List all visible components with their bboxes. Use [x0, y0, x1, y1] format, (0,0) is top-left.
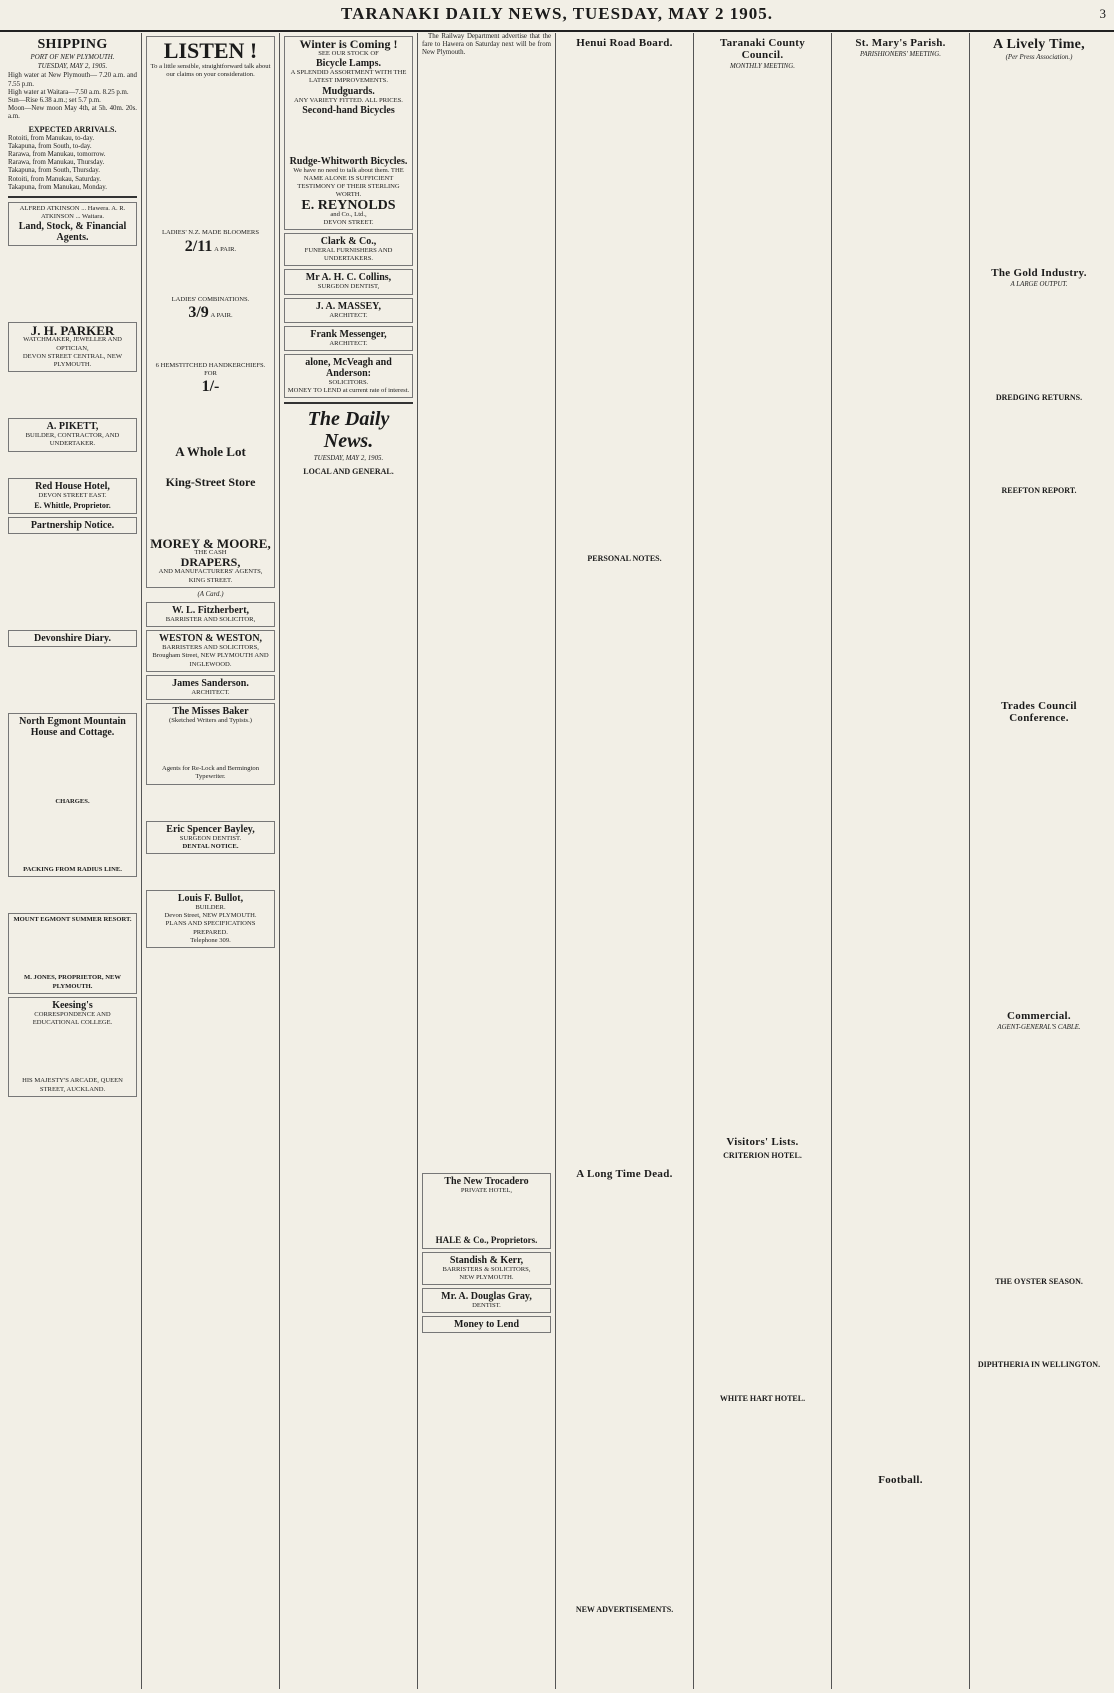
- spencer-name: Eric Spencer Bayley,: [166, 823, 255, 835]
- arrival-line: Takapuna, from South, Thursday.: [8, 167, 100, 175]
- spencer-trade: SURGEON DENTIST.: [179, 834, 242, 842]
- messenger-ad: [284, 326, 413, 351]
- listen-ad: [146, 36, 275, 588]
- st-marys-heading: St. Mary's Parish.: [855, 37, 946, 49]
- misses-sub: (Sketched Writers and Typists.): [169, 717, 252, 725]
- criterion-heading: CRITERION HOTEL.: [723, 1151, 802, 1161]
- parker-trade: WATCHMAKER, JEWELLER AND OPTICIAN,: [23, 336, 122, 352]
- collins-name: Mr A. H. C. Collins,: [305, 272, 392, 284]
- second-hand-title: Second-hand Bicycles: [302, 104, 395, 116]
- trocadero-ad: [422, 1173, 551, 1249]
- keesing-sub: CORRESPONDENCE AND EDUCATIONAL COLLEGE.: [32, 1010, 113, 1027]
- body-text: The Railway Department advertise that the fare to Hawera on Saturday next will be from New Plymouth.: [422, 33, 551, 57]
- typewriter-agents: Agents for Re-Lock and Bermington Typewriter.: [161, 765, 260, 781]
- whole-lot-title: A Whole Lot: [175, 444, 246, 460]
- column-1: [4, 33, 142, 1689]
- standish-trade: BARRISTERS & SOLICITORS,: [442, 1265, 531, 1273]
- morey-moore: MOREY & MOORE,: [150, 536, 271, 552]
- fitzherbert-trade: BARRISTER AND SOLICITOR,: [165, 616, 256, 624]
- jones-line: M. JONES, PROPRIETOR, NEW PLYMOUTH.: [24, 974, 121, 990]
- devonshire-ad: [8, 630, 137, 647]
- misses-name: The Misses Baker: [172, 706, 249, 718]
- agents-line: ALFRED ATKINSON ... Hawera. A. R. ATKINSON ... Waitara.: [19, 205, 126, 221]
- pikett-ad: [8, 418, 137, 451]
- alone-ad: [284, 354, 413, 398]
- money-line: MONEY TO LEND at current rate of interest.: [287, 387, 410, 395]
- page-number: 3: [1099, 6, 1106, 21]
- messenger-trade: ARCHITECT.: [329, 339, 368, 347]
- gray-ad: [422, 1288, 551, 1313]
- football-heading: Football.: [878, 1474, 923, 1487]
- port-heading: PORT OF NEW PLYMOUTH.: [30, 54, 115, 61]
- king-street-store: King-Street Store: [165, 475, 256, 490]
- egmont-title: North Egmont Mountain House and Cottage.: [19, 715, 126, 738]
- lamps-body: A SPLENDID ASSORTMENT WITH THE LATEST IMPROVEMENTS.: [290, 69, 407, 85]
- bicycle-ad: [284, 36, 413, 230]
- messenger-name: Frank Messenger,: [310, 328, 387, 340]
- arrival-line: Rarawa, from Manukau, Thursday.: [8, 159, 105, 167]
- standish-ad: [422, 1252, 551, 1285]
- massey-trade: ARCHITECT.: [329, 311, 368, 319]
- arrival-line: Rarawa, from Manukau, tomorrow.: [8, 151, 106, 159]
- cash-label: THE CASH: [194, 549, 227, 557]
- parker-address: DEVON STREET CENTRAL, NEW PLYMOUTH.: [22, 352, 123, 369]
- column-3: [280, 33, 418, 1689]
- tide-line: High water at Waitara—7.50 a.m. 8.25 p.m.: [8, 88, 129, 96]
- bullot-trade: BUILDER.: [195, 904, 226, 912]
- collins-ad: [284, 269, 413, 294]
- card-label: (A Card.): [197, 590, 224, 598]
- lively-heading: A Lively Time,: [993, 37, 1085, 52]
- output-line: A LARGE OUTPUT.: [1010, 281, 1068, 289]
- parishioners-meeting: PARISHIONERS' MEETING.: [860, 51, 941, 58]
- combinations-unit: A PAIR.: [210, 311, 233, 319]
- column-7: [832, 33, 970, 1689]
- partnership-title: Partnership Notice.: [30, 519, 115, 531]
- column-8: [970, 33, 1108, 1689]
- arrival-line: Takapuna, from Manukau, Monday.: [8, 183, 107, 191]
- reynolds-address: DEVON STREET.: [323, 218, 374, 226]
- bloomers-unit: A PAIR.: [214, 245, 237, 253]
- money-title: Money to Lend: [454, 1319, 519, 1331]
- misses-baker-ad: [146, 703, 275, 785]
- bullot-telephone: Telephone 309.: [190, 936, 231, 944]
- long-time-heading: A Long Time Dead.: [576, 1168, 673, 1180]
- shipping-date: TUESDAY, MAY 2, 1905.: [37, 63, 108, 71]
- arrival-line: Rotoiti, from Manukau, Saturday.: [8, 175, 101, 183]
- arrival-line: Rotoiti, from Manukau, to-day.: [8, 134, 95, 142]
- clark-trade: FUNERAL FURNISHERS AND UNDERTAKERS.: [304, 247, 393, 263]
- daily-news-date: TUESDAY, MAY 2, 1905.: [313, 455, 384, 463]
- money-ad: [422, 1316, 551, 1333]
- masthead-title: TARANAKI DAILY NEWS, TUESDAY, MAY 2 1905.: [341, 4, 773, 23]
- egmont-charges: CHARGES.: [55, 797, 90, 805]
- land-ad-title: Land, Stock, & Financial Agents.: [18, 221, 127, 244]
- trades-heading: Trades Council Conference.: [1001, 700, 1077, 725]
- press-line: (Per Press Association.): [1005, 54, 1073, 61]
- reynolds-name: E. REYNOLDS: [301, 197, 396, 213]
- standish-address: NEW PLYMOUTH.: [459, 1274, 514, 1282]
- red-house-address: DEVON STREET EAST.: [38, 491, 107, 499]
- winter-title: Winter is Coming !: [299, 37, 398, 51]
- mount-egmont-ad: [8, 913, 137, 994]
- sanderson-ad: [146, 675, 275, 700]
- atkinson-ad: [8, 202, 137, 246]
- shipping-heading: SHIPPING: [37, 37, 108, 52]
- bullot-name: Louis F. Bullot,: [177, 893, 244, 905]
- bullot-address: Devon Street, NEW PLYMOUTH.: [164, 912, 257, 920]
- bloomers-label: LADIES' N.Z. MADE BLOOMERS: [162, 229, 259, 237]
- tide-line: Sun—Rise 6.38 a.m.; set 5.7 p.m.: [8, 97, 101, 105]
- king-street-label: KING STREET.: [188, 576, 233, 584]
- monthly-meeting: MONTHLY MEETING.: [730, 63, 795, 70]
- sanderson-name: James Sanderson.: [172, 677, 249, 689]
- parker-name: J. H. PARKER: [30, 323, 115, 339]
- plans-line: PLANS AND SPECIFICATIONS PREPARED.: [165, 920, 256, 936]
- masthead: [0, 0, 1114, 32]
- red-house-ad: [8, 478, 137, 514]
- gold-heading: The Gold Industry.: [991, 267, 1087, 280]
- see-stock: SEE OUR STOCK OF: [318, 50, 379, 57]
- packing-heading: PACKING FROM RADIUS LINE.: [23, 866, 122, 874]
- personal-heading: PERSONAL NOTES.: [587, 554, 662, 563]
- lamps-title: Bicycle Lamps.: [316, 58, 381, 70]
- listen-body: To a little sensible, straightforward talk about our claims on your consideration.: [150, 63, 271, 79]
- mudguards-title: Mudguards.: [322, 85, 375, 97]
- bullot-ad: [146, 890, 275, 948]
- alone-trade: SOLICITORS.: [328, 379, 369, 387]
- arrivals-list: [8, 135, 137, 192]
- dredging-heading: DREDGING RETURNS.: [995, 393, 1083, 403]
- partnership-ad: [8, 517, 137, 534]
- tide-line: Moon—New moon May 4th, at 5h. 40m. 20s. a.m.: [8, 105, 137, 121]
- trocadero-sub: PRIVATE HOTEL,: [460, 1186, 513, 1194]
- visitors-heading: Visitors' Lists.: [726, 1136, 799, 1149]
- clark-ad: [284, 233, 413, 266]
- mudguards-body: ANY VARIETY FITTED. ALL PRICES.: [294, 96, 403, 104]
- collins-trade: SURGEON DENTIST,: [317, 283, 380, 291]
- new-ads-heading: NEW ADVERTISEMENTS.: [575, 1605, 674, 1614]
- hale-line: HALE & Co., Proprietors.: [435, 1234, 538, 1245]
- arcade-line: HIS MAJESTY'S ARCADE, QUEEN STREET, AUCKLAND.: [22, 1077, 123, 1093]
- gray-trade: DENTIST.: [472, 1302, 501, 1310]
- tides-list: [8, 72, 137, 121]
- trocadero-name: The New Trocadero: [444, 1175, 529, 1187]
- daily-news-logo: The Daily News.: [307, 408, 390, 453]
- reefton-heading: REEFTON REPORT.: [1001, 486, 1077, 496]
- egmont-ad: [8, 713, 137, 877]
- manufacturers-label: AND MANUFACTURERS' AGENTS,: [158, 568, 263, 576]
- gray-name: Mr. A. Douglas Gray,: [441, 1291, 532, 1303]
- keesing-ad: [8, 997, 137, 1097]
- column-4: [418, 33, 556, 1689]
- column-5: [556, 33, 694, 1689]
- diphtheria-heading: DIPHTHERIA IN WELLINGTON.: [977, 1359, 1101, 1369]
- spencer-ad: [146, 821, 275, 854]
- mount-title: MOUNT EGMONT SUMMER RESORT.: [13, 916, 132, 924]
- handkerchiefs-price: 1/-: [201, 378, 220, 396]
- combinations-price: 3/9: [188, 303, 209, 321]
- reynolds-co: and Co., Ltd.,: [330, 210, 367, 218]
- combinations-label: LADIES' COMBINATIONS.: [171, 295, 250, 303]
- agent-general-cable: AGENT-GENERAL'S CABLE.: [997, 1024, 1081, 1032]
- massey-ad: [284, 298, 413, 323]
- local-general-heading: LOCAL AND GENERAL.: [303, 466, 394, 476]
- column-6: [694, 33, 832, 1689]
- keesing-title: Keesing's: [52, 999, 93, 1011]
- tide-line: High water at New Plymouth— 7.20 a.m. and 7.55 p.m.: [8, 72, 137, 88]
- devonshire-title: Devonshire Diary.: [33, 632, 112, 644]
- henui-heading: Henui Road Board.: [576, 37, 673, 49]
- rudge-title: Rudge-Whitworth Bicycles.: [289, 155, 408, 167]
- columns: [4, 33, 1110, 1689]
- massey-name: J. A. MASSEY,: [316, 300, 381, 312]
- for-label: FOR: [204, 370, 217, 378]
- county-heading: Taranaki County Council.: [719, 37, 806, 61]
- column-2: [142, 33, 280, 1689]
- clark-name: Clark & Co.,: [320, 236, 377, 248]
- fitzherbert-ad: [146, 602, 275, 627]
- alone-name: alone, McVeagh and Anderson:: [305, 357, 392, 380]
- weston-name: WESTON & WESTON,: [158, 633, 263, 645]
- pikett-name: A. PIKETT,: [46, 421, 99, 433]
- red-house-name: Red House Hotel,: [35, 480, 110, 492]
- weston-address: Brougham Street, NEW PLYMOUTH AND INGLEWOOD.: [152, 652, 269, 668]
- standish-name: Standish & Kerr,: [449, 1254, 524, 1266]
- expected-heading: EXPECTED ARRIVALS.: [28, 124, 117, 134]
- pikett-trade: BUILDER, CONTRACTOR, AND UNDERTAKER.: [25, 432, 120, 448]
- white-hart-heading: WHITE HART HOTEL.: [719, 1394, 806, 1404]
- whittle-name: E. Whittle, Proprietor.: [34, 500, 111, 510]
- commercial-heading: Commercial.: [1007, 1010, 1071, 1023]
- sanderson-trade: ARCHITECT.: [191, 688, 230, 696]
- fitzherbert-name: W. L. Fitzherbert,: [171, 605, 250, 617]
- weston-ad: [146, 630, 275, 672]
- arrival-line: Takapuna, from South, to-day.: [8, 142, 92, 150]
- weston-trade: BARRISTERS AND SOLICITORS,: [162, 644, 259, 652]
- oyster-heading: THE OYSTER SEASON.: [995, 1276, 1083, 1286]
- rudge-body: We have no need to talk about them. THE NAME ALONE IS SUFFICIENT TESTIMONY OF THEIR STERLING WORTH.: [293, 166, 404, 199]
- drapers-label: DRAPERS,: [180, 555, 241, 570]
- dental-notice: DENTAL NOTICE.: [182, 842, 239, 850]
- handkerchiefs-label: 6 HEMSTITCHED HANDKERCHIEFS.: [155, 361, 266, 369]
- listen-title: LISTEN !: [163, 38, 258, 63]
- bloomers-price: 2/11: [184, 237, 213, 255]
- parker-ad: [8, 322, 137, 372]
